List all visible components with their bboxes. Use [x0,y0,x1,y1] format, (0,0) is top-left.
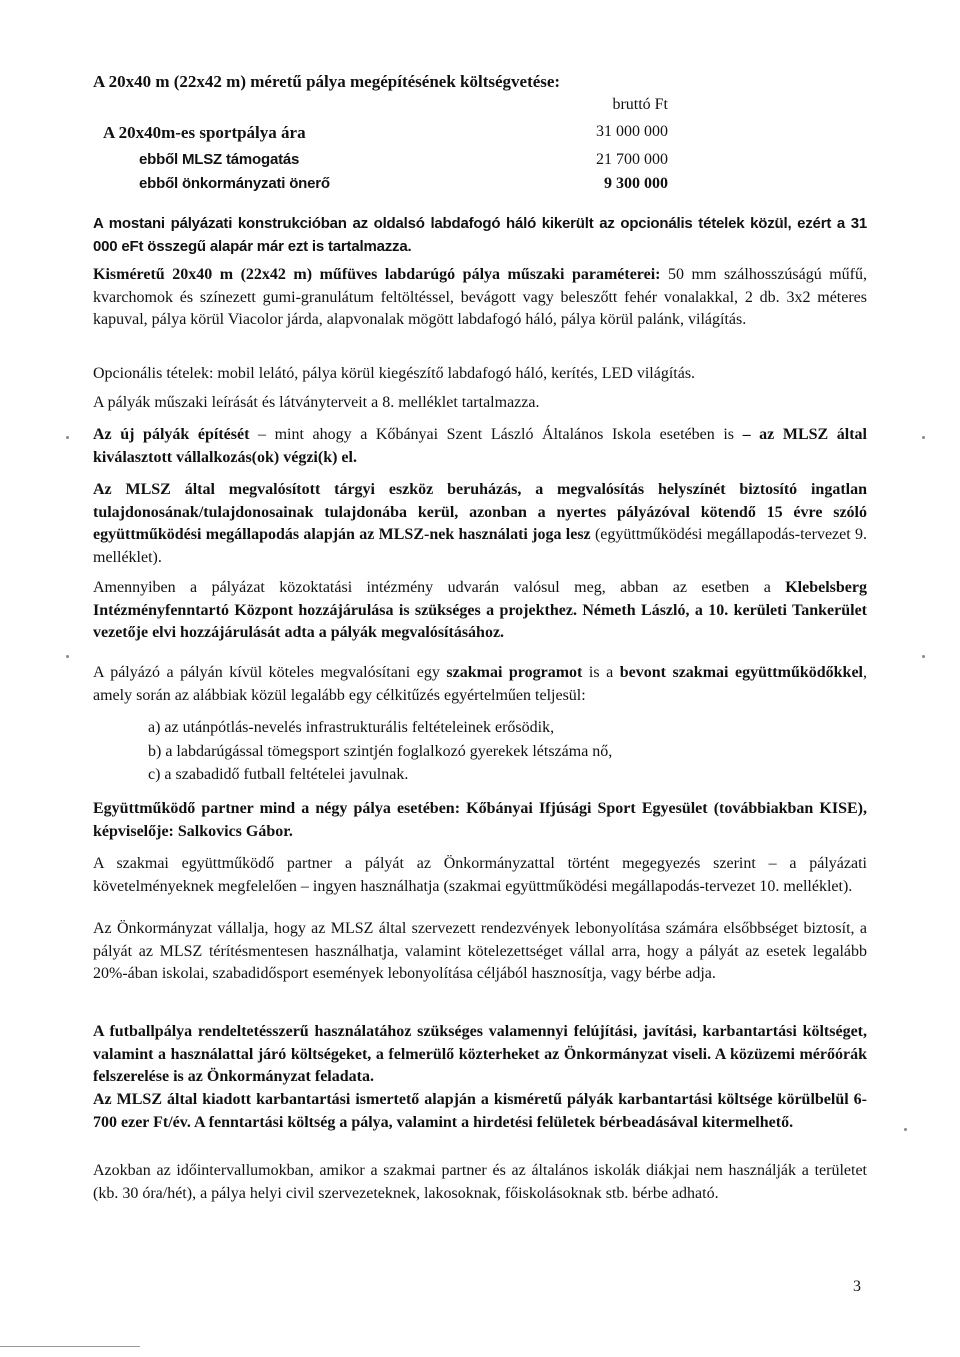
program-bold-2: bevont szakmai együttműködőkkel [619,664,864,681]
parameters-heading: Kisméretű 20x40 m (22x42 m) műfüves labdarúgó pálya műszaki paraméterei: [93,266,661,283]
paragraph-parameters [93,264,867,332]
parameters-text: 50 mm szálhosszúságú műfű, kvarchomok és színezett gumi-granulátum feltöltéssel, bevágott vagy beleszőtt fehér vonalakkal, 2 db. 3x2 méteres kapuval, pálya körül Viacolor járda, alapvonalak mögött labdafogó háló, pálya körül palánk, világítás. [93,266,868,328]
budget-label: ebből önkormányzati önerő [139,175,330,192]
new-fields-bold: Az új pályák építését [93,426,250,443]
mlsz-investment-text: (együttműködési megállapodás-tervezet 9. melléklet). [93,526,867,566]
budget-value: 9 300 000 [604,175,668,192]
paragraph-new-fields [93,424,867,469]
program-bold-1: szakmai programot [446,664,583,681]
paragraph-municipality: Az Önkormányzat vállalja, hogy az MLSZ által szervezett rendezvények lebonyolítása számára elsőbbséget biztosít, a pályát az MLSZ térítésmentesen használhatja, valamint kötelezettséget vállal arra, hogy a pályát az esetek legalább 20%-ában iskolai, szabadidősport események lebonyolítása céljából hasznosítja, vagy bérbe adja. [93,920,867,982]
paragraph-program [93,662,867,707]
budget-row-own [0,175,700,197]
new-fields-text: – mint ahogy a Kőbányai Szent László Általános Iskola esetében is [249,426,743,443]
paragraph-construction: A mostani pályázati konstrukcióban az oldalsó labdafogó háló kikerült az opcionális tételek közül, ezért a 31 000 eFt összegű alapár már ezt is tartalmazza. [93,215,867,255]
goal-item: b) a labdarúgással tömegsport szintjén foglalkozó gyerekek létszáma nő, [148,743,613,760]
budget-title: A 20x40 m (22x42 m) méretű pálya megépítésének költségvetése: [93,72,561,91]
paragraph-annex-8: A pályák műszaki leírását és látványterveit a 8. melléklet tartalmazza. [93,394,540,411]
scan-speck [66,655,69,658]
budget-value: 21 700 000 [596,151,668,168]
paragraph-maintenance: Az MLSZ által kiadott karbantartási ismertető alapján a kisméretű pályák karbantartási költsége körülbelül 6-700 ezer Ft/év. A fenntartási költség a pálya, valamint a hirdetési felületek bérbeadásával kitermelhető. [93,1091,867,1131]
budget-row-total [0,123,700,145]
paragraph-partner: Együttműködő partner mind a négy pálya esetében: Kőbányai Ifjúsági Sport Egyesület (továbbiakban KISE), képviselője: Salkovics Gábor. [93,800,867,840]
budget-label: A 20x40m-es sportpálya ára [103,123,306,142]
budget-row-mlsz [0,151,700,173]
budget-value: 31 000 000 [596,123,668,140]
page-number: 3 [853,1278,861,1295]
program-text-2: is a [582,664,620,681]
mlsz-investment-bold: Az MLSZ által megvalósított tárgyi eszköz beruházás, a megvalósítás helyszínét biztosító ingatlan tulajdonosának/tulajdonosainak tulajdonába kerül, azonban a nyertes pályázóval kötendő 15 évre szóló együttműködési megállapodás alapján az MLSZ-nek használati joga lesz [93,481,867,543]
scan-speck [922,655,925,658]
paragraph-school [93,577,867,645]
budget-label: ebből MLSZ támogatás [139,151,300,168]
paragraph-rental: Azokban az időintervallumokban, amikor a szakmai partner és az általános iskolák diákjai nem használják a területet (kb. 30 óra/hét), a pálya helyi civil szervezeteknek, lakosoknak, főiskolásoknak stb. bérbe adható. [93,1162,867,1202]
new-fields-bold-end: – az MLSZ által kiválasztott vállalkozás(ok) végzi(k) el. [93,426,868,466]
footer-rule [0,1346,140,1347]
scan-speck [66,436,69,439]
scan-speck [904,1128,907,1131]
paragraph-free-use: A szakmai együttműködő partner a pályát az Önkormányzattal történt megegyezés szerint – a pályázati követelményeknek megfelelően – ingyen használhatja (szakmai együttműködési megállapodás-tervezet 10. melléklet). [93,855,867,895]
goal-item: c) a szabadidő futball feltételei javulnak. [148,766,409,783]
paragraph-mlsz-investment [93,479,867,569]
program-text-1: A pályázó a pályán kívül köteles megvalósítani egy [93,664,447,681]
school-text: Amennyiben a pályázat közoktatási intézmény udvarán valósul meg, abban az esetben a [93,579,786,596]
program-text-3: , amely során az alábbiak közül legalább egy célkitűzés egyértelműen teljesül: [93,664,868,704]
paragraph-costs: A futballpálya rendeltetésszerű használatához szükséges valamennyi felújítási, javítási, karbantartási költséget, valamint a használattal járó költségeket, a felmerülő közterheket az Önkormányzat viseli. A közüzemi mérőórák felszerelése is az Önkormányzat feladata. [93,1023,867,1085]
scan-speck [922,436,925,439]
goal-item: a) az utánpótlás-nevelés infrastrukturális feltételeinek erősödik, [148,719,555,736]
school-bold: Klebelsberg Intézményfenntartó Központ hozzájárulása is szükséges a projekthez. Németh László, a 10. kerületi Tankerület vezetője elvi hozzájárulását adta a pályák megvalósításához. [93,579,867,641]
currency-header: bruttó Ft [612,96,668,113]
paragraph-optional: Opcionális tételek: mobil lelátó, pálya körül kiegészítő labdafogó háló, kerítés, LED világítás. [93,365,696,382]
